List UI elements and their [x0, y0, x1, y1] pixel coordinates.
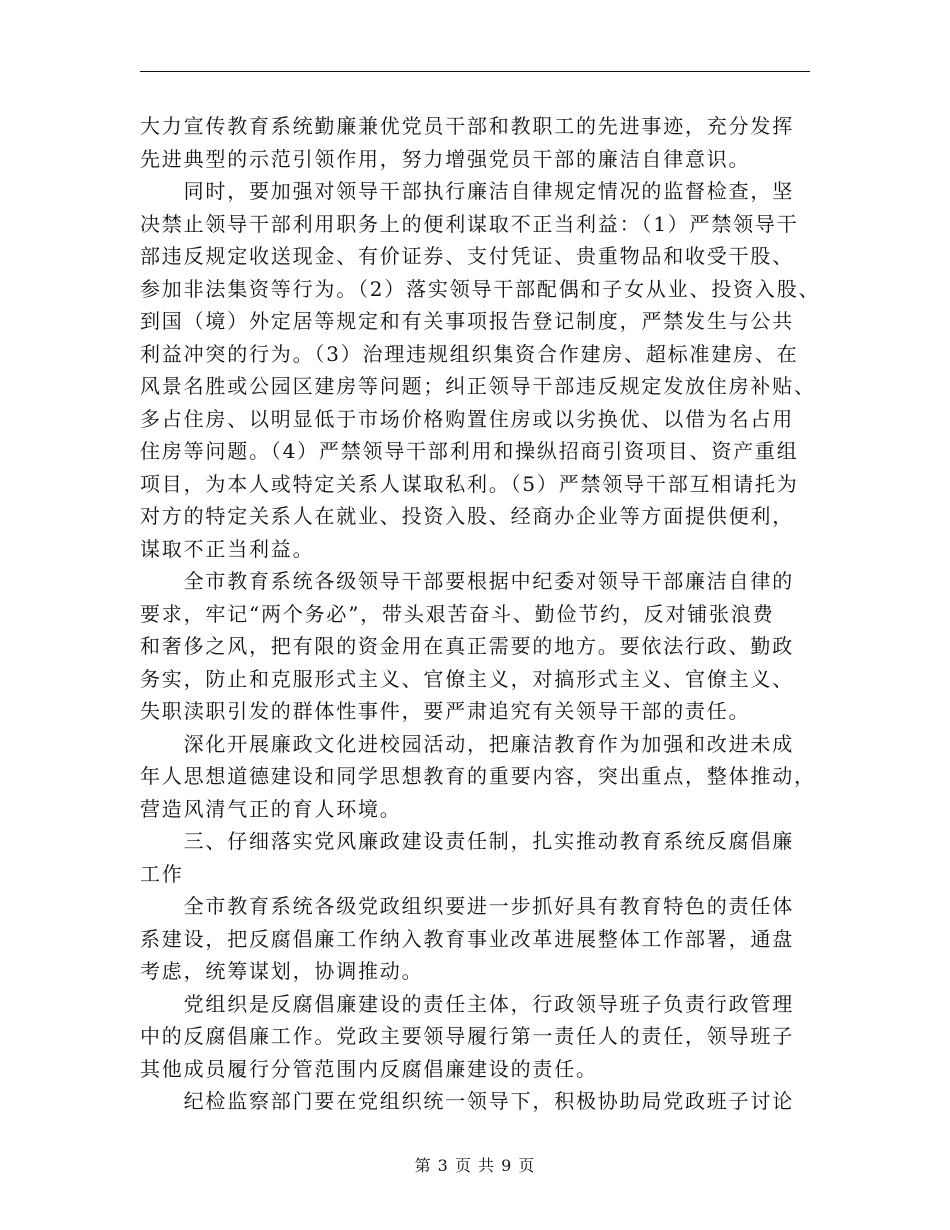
- text-line: 利益冲突的行为。（3）治理违规组织集资合作建房、超标准建房、在: [140, 341, 799, 366]
- text-line: 参加非法集资等行为。（2）落实领导干部配偶和子女从业、投资入股、: [140, 276, 821, 301]
- text-line: 对方的特定关系人在就业、投资入股、经商办企业等方面提供便利，: [140, 504, 794, 528]
- text-line: 住房等问题。（4）严禁领导干部利用和操纵招商引资项目、资产重组: [140, 439, 799, 463]
- text-line: 全市教育系统各级党政组织要进一步抓好具有教育特色的责任体: [140, 894, 794, 918]
- paragraph: [140, 728, 830, 826]
- paragraph: [140, 565, 830, 728]
- document-body: [140, 110, 830, 1118]
- text-line: 深化开展廉政文化进校园活动，把廉洁教育作为加强和改进未成: [140, 731, 794, 756]
- text-line: 系建设，把反腐倡廉工作纳入教育事业改革进展整体工作部署，通盘: [140, 926, 794, 951]
- text-line: 全市教育系统各级领导干部要根据中纪委对领导干部廉洁自律的: [140, 569, 794, 593]
- text-line: 大力宣传教育系统勤廉兼优党员干部和教职工的先进事迹，充分发挥: [140, 114, 794, 138]
- header-rule: [140, 71, 810, 72]
- text-line: 和奢侈之风，把有限的资金用在真正需要的地方。要依法行政、勤政: [140, 634, 794, 658]
- text-line: 其他成员履行分管范围内反腐倡廉建设的责任。: [140, 1056, 598, 1081]
- text-line: 党组织是反腐倡廉建设的责任主体，行政领导班子负责行政管理: [140, 991, 794, 1016]
- text-line: 先进典型的示范引领作用，努力增强党员干部的廉洁自律意识。: [140, 146, 751, 171]
- text-line: 工作: [140, 861, 184, 886]
- text-line: 同时，要加强对领导干部执行廉洁自律规定情况的监督检查，坚: [140, 179, 794, 203]
- text-line: 考虑，统筹谋划，协调推动。: [140, 959, 424, 983]
- text-line: 三、仔细落实党风廉政建设责任制，扎实推动教育系统反腐倡廉: [140, 829, 794, 853]
- text-line: 谋取不正当利益。: [140, 536, 315, 561]
- text-line: 到国（境）外定居等规定和有关事项报告登记制度，严禁发生与公共: [140, 309, 794, 333]
- paragraph: [140, 988, 830, 1086]
- text-line: 纪检监察部门要在党组织统一领导下，积极协助局党政班子讨论: [140, 1089, 794, 1113]
- paragraph: [140, 175, 830, 565]
- paragraph: [140, 110, 830, 175]
- paragraph: [140, 890, 830, 988]
- text-line: 中的反腐倡廉工作。党政主要领导履行第一责任人的责任，领导班子: [140, 1024, 794, 1048]
- text-line: 决禁止领导干部利用职务上的便利谋取不正当利益：（1）严禁领导干: [140, 211, 799, 236]
- text-line: 部违反规定收送现金、有价证券、支付凭证、贵重物品和收受干股、: [140, 244, 794, 268]
- text-line: 风景名胜或公园区建房等问题；纠正领导干部违反规定发放住房补贴、: [140, 374, 816, 398]
- text-line: 多占住房、以明显低于市场价格购置住房或以劣换优、以借为名占用: [140, 406, 794, 431]
- text-line: 年人思想道德建设和同学思想教育的重要内容，突出重点，整体推动，: [140, 764, 816, 788]
- text-line: 项目，为本人或特定关系人谋取私利。（5）严禁领导干部互相请托为: [140, 471, 799, 496]
- text-line: 营造风清气正的育人环境。: [140, 796, 402, 821]
- text-line: 失职渎职引发的群体性事件，要严肃追究有关领导干部的责任。: [140, 699, 751, 723]
- paragraph: [140, 1085, 830, 1118]
- text-line: 要求，牢记“两个务必”，带头艰苦奋斗、勤俭节约，反对铺张浪费: [140, 601, 775, 626]
- paragraph: [140, 825, 830, 890]
- text-line: 务实，防止和克服形式主义、官僚主义，对搞形式主义、官僚主义、: [140, 666, 794, 691]
- page-number: 第 3 页 共 9 页: [414, 1156, 536, 1175]
